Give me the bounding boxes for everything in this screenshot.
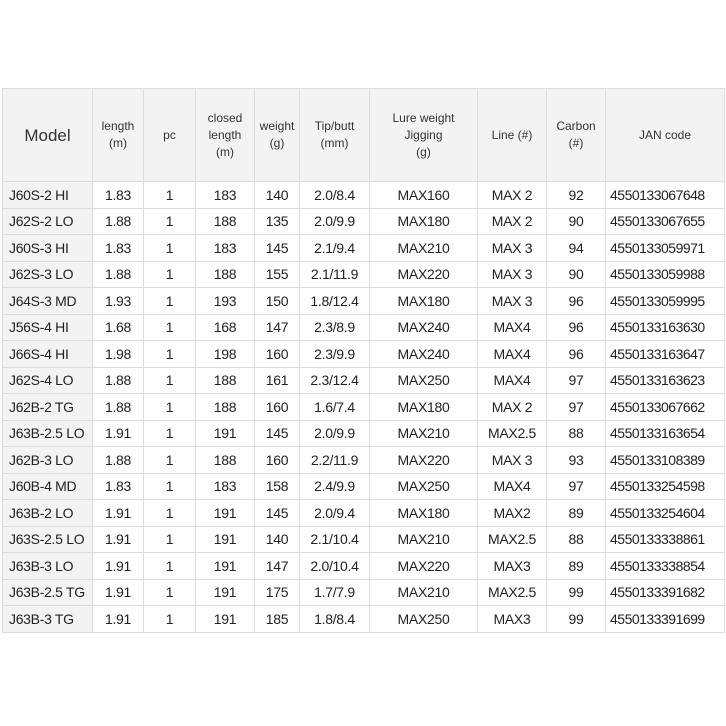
cell-carbon: 90 — [547, 261, 606, 288]
header-closed-length: closed length (m) — [196, 89, 255, 182]
cell-line: MAX2.5 — [478, 526, 547, 553]
cell-pc: 1 — [144, 447, 196, 474]
table-row — [3, 314, 725, 341]
cell-jan-code: 4550133067648 — [606, 182, 725, 209]
cell-lure-weight: MAX250 — [370, 473, 478, 500]
cell-pc: 1 — [144, 420, 196, 447]
cell-length: 1.91 — [93, 579, 144, 606]
cell-line: MAX3 — [478, 553, 547, 580]
cell-weight: 145 — [255, 420, 300, 447]
cell-model: J63B-2.5 TG — [3, 579, 93, 606]
header-row — [3, 89, 725, 182]
table-row — [3, 367, 725, 394]
cell-line: MAX 2 — [478, 208, 547, 235]
cell-lure-weight: MAX220 — [370, 447, 478, 474]
cell-closed-length: 191 — [196, 553, 255, 580]
cell-tip-butt: 1.7/7.9 — [300, 579, 370, 606]
cell-jan-code: 4550133163623 — [606, 367, 725, 394]
cell-pc: 1 — [144, 208, 196, 235]
header-model: Model — [3, 89, 93, 182]
cell-jan-code: 4550133254598 — [606, 473, 725, 500]
table-row — [3, 288, 725, 315]
header-weight: weight (g) — [255, 89, 300, 182]
cell-weight: 140 — [255, 182, 300, 209]
cell-model: J56S-4 HI — [3, 314, 93, 341]
cell-pc: 1 — [144, 473, 196, 500]
cell-pc: 1 — [144, 314, 196, 341]
cell-pc: 1 — [144, 394, 196, 421]
cell-pc: 1 — [144, 341, 196, 368]
cell-carbon: 97 — [547, 473, 606, 500]
cell-model: J62S-2 LO — [3, 208, 93, 235]
cell-jan-code: 4550133067662 — [606, 394, 725, 421]
cell-pc: 1 — [144, 500, 196, 527]
cell-model: J62B-2 TG — [3, 394, 93, 421]
cell-model: J63B-3 TG — [3, 606, 93, 633]
cell-length: 1.93 — [93, 288, 144, 315]
cell-lure-weight: MAX180 — [370, 208, 478, 235]
cell-lure-weight: MAX180 — [370, 394, 478, 421]
cell-lure-weight: MAX160 — [370, 182, 478, 209]
cell-length: 1.91 — [93, 606, 144, 633]
cell-closed-length: 183 — [196, 235, 255, 262]
cell-model: J62S-4 LO — [3, 367, 93, 394]
cell-carbon: 97 — [547, 367, 606, 394]
cell-closed-length: 198 — [196, 341, 255, 368]
cell-tip-butt: 2.3/12.4 — [300, 367, 370, 394]
cell-pc: 1 — [144, 288, 196, 315]
cell-weight: 147 — [255, 553, 300, 580]
cell-model: J64S-3 MD — [3, 288, 93, 315]
cell-pc: 1 — [144, 606, 196, 633]
cell-line: MAX4 — [478, 341, 547, 368]
cell-model: J66S-4 HI — [3, 341, 93, 368]
cell-tip-butt: 2.2/11.9 — [300, 447, 370, 474]
cell-length: 1.88 — [93, 367, 144, 394]
cell-pc: 1 — [144, 367, 196, 394]
cell-model: J63B-2 LO — [3, 500, 93, 527]
table-row — [3, 261, 725, 288]
cell-pc: 1 — [144, 579, 196, 606]
cell-weight: 147 — [255, 314, 300, 341]
cell-lure-weight: MAX180 — [370, 500, 478, 527]
cell-carbon: 99 — [547, 579, 606, 606]
cell-carbon: 96 — [547, 288, 606, 315]
cell-weight: 145 — [255, 235, 300, 262]
table-row — [3, 553, 725, 580]
cell-carbon: 88 — [547, 526, 606, 553]
cell-closed-length: 188 — [196, 447, 255, 474]
cell-carbon: 97 — [547, 394, 606, 421]
cell-length: 1.91 — [93, 420, 144, 447]
cell-tip-butt: 2.4/9.9 — [300, 473, 370, 500]
cell-carbon: 92 — [547, 182, 606, 209]
cell-model: J63B-3 LO — [3, 553, 93, 580]
cell-length: 1.98 — [93, 341, 144, 368]
cell-tip-butt: 2.1/11.9 — [300, 261, 370, 288]
cell-line: MAX4 — [478, 367, 547, 394]
table-row — [3, 208, 725, 235]
cell-jan-code: 4550133163630 — [606, 314, 725, 341]
cell-length: 1.68 — [93, 314, 144, 341]
cell-pc: 1 — [144, 235, 196, 262]
cell-jan-code: 4550133059988 — [606, 261, 725, 288]
cell-length: 1.88 — [93, 208, 144, 235]
cell-jan-code: 4550133108389 — [606, 447, 725, 474]
header-carbon: Carbon (#) — [547, 89, 606, 182]
cell-closed-length: 193 — [196, 288, 255, 315]
table-row — [3, 341, 725, 368]
cell-tip-butt: 1.6/7.4 — [300, 394, 370, 421]
cell-length: 1.83 — [93, 235, 144, 262]
cell-weight: 175 — [255, 579, 300, 606]
cell-pc: 1 — [144, 553, 196, 580]
cell-length: 1.88 — [93, 394, 144, 421]
cell-carbon: 90 — [547, 208, 606, 235]
cell-lure-weight: MAX240 — [370, 341, 478, 368]
cell-jan-code: 4550133067655 — [606, 208, 725, 235]
cell-closed-length: 191 — [196, 500, 255, 527]
cell-closed-length: 183 — [196, 473, 255, 500]
cell-closed-length: 168 — [196, 314, 255, 341]
cell-weight: 155 — [255, 261, 300, 288]
cell-model: J62B-3 LO — [3, 447, 93, 474]
cell-jan-code: 4550133254604 — [606, 500, 725, 527]
cell-length: 1.88 — [93, 447, 144, 474]
cell-weight: 158 — [255, 473, 300, 500]
cell-lure-weight: MAX210 — [370, 235, 478, 262]
cell-lure-weight: MAX220 — [370, 553, 478, 580]
cell-jan-code: 4550133163654 — [606, 420, 725, 447]
cell-tip-butt: 1.8/8.4 — [300, 606, 370, 633]
cell-pc: 1 — [144, 182, 196, 209]
table-row — [3, 182, 725, 209]
cell-carbon: 94 — [547, 235, 606, 262]
cell-line: MAX 3 — [478, 288, 547, 315]
cell-carbon: 93 — [547, 447, 606, 474]
cell-weight: 160 — [255, 394, 300, 421]
cell-carbon: 88 — [547, 420, 606, 447]
cell-closed-length: 191 — [196, 526, 255, 553]
cell-tip-butt: 2.1/10.4 — [300, 526, 370, 553]
cell-jan-code: 4550133338854 — [606, 553, 725, 580]
cell-weight: 135 — [255, 208, 300, 235]
cell-line: MAX4 — [478, 473, 547, 500]
cell-weight: 140 — [255, 526, 300, 553]
table-row — [3, 606, 725, 633]
cell-line: MAX 3 — [478, 235, 547, 262]
cell-length: 1.91 — [93, 526, 144, 553]
table-row — [3, 473, 725, 500]
cell-pc: 1 — [144, 261, 196, 288]
cell-weight: 160 — [255, 341, 300, 368]
cell-tip-butt: 2.0/9.9 — [300, 420, 370, 447]
cell-weight: 145 — [255, 500, 300, 527]
cell-weight: 150 — [255, 288, 300, 315]
cell-line: MAX 2 — [478, 394, 547, 421]
cell-closed-length: 191 — [196, 579, 255, 606]
cell-jan-code: 4550133391699 — [606, 606, 725, 633]
cell-length: 1.88 — [93, 261, 144, 288]
cell-line: MAX2 — [478, 500, 547, 527]
header-pc: pc — [144, 89, 196, 182]
cell-tip-butt: 2.0/9.9 — [300, 208, 370, 235]
cell-lure-weight: MAX240 — [370, 314, 478, 341]
cell-tip-butt: 2.3/8.9 — [300, 314, 370, 341]
cell-jan-code: 4550133391682 — [606, 579, 725, 606]
cell-model: J60S-2 HI — [3, 182, 93, 209]
cell-carbon: 89 — [547, 500, 606, 527]
cell-closed-length: 188 — [196, 261, 255, 288]
header-length: length (m) — [93, 89, 144, 182]
cell-tip-butt: 2.1/9.4 — [300, 235, 370, 262]
cell-length: 1.91 — [93, 553, 144, 580]
cell-carbon: 96 — [547, 314, 606, 341]
cell-tip-butt: 2.0/8.4 — [300, 182, 370, 209]
cell-weight: 160 — [255, 447, 300, 474]
cell-length: 1.83 — [93, 473, 144, 500]
cell-lure-weight: MAX210 — [370, 579, 478, 606]
cell-lure-weight: MAX210 — [370, 420, 478, 447]
cell-carbon: 99 — [547, 606, 606, 633]
cell-jan-code: 4550133338861 — [606, 526, 725, 553]
cell-closed-length: 188 — [196, 394, 255, 421]
cell-tip-butt: 2.0/10.4 — [300, 553, 370, 580]
cell-line: MAX2.5 — [478, 420, 547, 447]
cell-weight: 161 — [255, 367, 300, 394]
cell-jan-code: 4550133163647 — [606, 341, 725, 368]
table-row — [3, 500, 725, 527]
cell-tip-butt: 1.8/12.4 — [300, 288, 370, 315]
cell-lure-weight: MAX250 — [370, 606, 478, 633]
cell-line: MAX 3 — [478, 447, 547, 474]
cell-model: J60S-3 HI — [3, 235, 93, 262]
table-row — [3, 420, 725, 447]
table-row — [3, 579, 725, 606]
cell-line: MAX3 — [478, 606, 547, 633]
cell-length: 1.83 — [93, 182, 144, 209]
cell-line: MAX 2 — [478, 182, 547, 209]
cell-length: 1.91 — [93, 500, 144, 527]
cell-tip-butt: 2.3/9.9 — [300, 341, 370, 368]
cell-line: MAX2.5 — [478, 579, 547, 606]
cell-jan-code: 4550133059995 — [606, 288, 725, 315]
cell-model: J63S-2.5 LO — [3, 526, 93, 553]
cell-line: MAX 3 — [478, 261, 547, 288]
header-tip-butt: Tip/butt (mm) — [300, 89, 370, 182]
cell-closed-length: 188 — [196, 208, 255, 235]
cell-tip-butt: 2.0/9.4 — [300, 500, 370, 527]
cell-closed-length: 191 — [196, 420, 255, 447]
cell-pc: 1 — [144, 526, 196, 553]
cell-closed-length: 183 — [196, 182, 255, 209]
cell-lure-weight: MAX210 — [370, 526, 478, 553]
header-lure-weight: Lure weight Jigging (g) — [370, 89, 478, 182]
header-line: Line (#) — [478, 89, 547, 182]
header-jan-code: JAN code — [606, 89, 725, 182]
cell-lure-weight: MAX220 — [370, 261, 478, 288]
table-row — [3, 447, 725, 474]
cell-model: J63B-2.5 LO — [3, 420, 93, 447]
cell-model: J60B-4 MD — [3, 473, 93, 500]
cell-lure-weight: MAX180 — [370, 288, 478, 315]
cell-carbon: 96 — [547, 341, 606, 368]
table-row — [3, 526, 725, 553]
cell-model: J62S-3 LO — [3, 261, 93, 288]
cell-carbon: 89 — [547, 553, 606, 580]
rod-spec-table — [2, 88, 725, 633]
cell-lure-weight: MAX250 — [370, 367, 478, 394]
cell-closed-length: 188 — [196, 367, 255, 394]
cell-jan-code: 4550133059971 — [606, 235, 725, 262]
table-row — [3, 394, 725, 421]
cell-closed-length: 191 — [196, 606, 255, 633]
cell-line: MAX4 — [478, 314, 547, 341]
table-row — [3, 235, 725, 262]
cell-weight: 185 — [255, 606, 300, 633]
